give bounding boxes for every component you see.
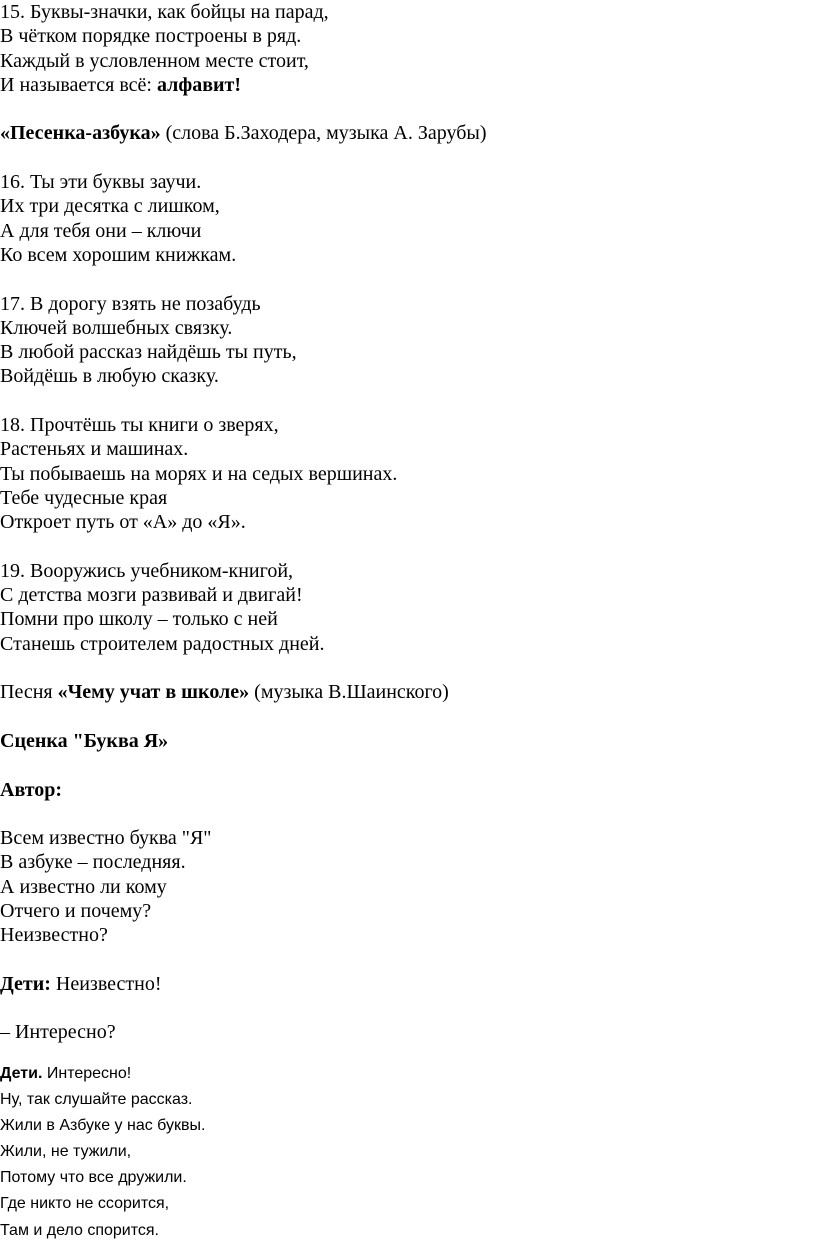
- stanza-line: 19. Вооружись учебником-книгой,: [0, 559, 294, 582]
- speech-line: – Интересно?: [0, 1021, 116, 1044]
- stanza-18: [0, 413, 487, 534]
- song-heading-1: [0, 121, 487, 145]
- stanza-line: 16. Ты эти буквы заучи.: [0, 171, 202, 194]
- stanza-line: Их три десятка с лишком,: [0, 195, 220, 218]
- stanza-line: Войдёшь в любую сказку.: [0, 365, 219, 388]
- stanza-17: [0, 292, 487, 389]
- stanza-line: Ты побываешь на морях и на седых вершинах.: [0, 462, 398, 485]
- story-line: Жили, не тужили,: [0, 1143, 132, 1161]
- stanza-line: Ключей волшебных связку.: [0, 316, 233, 339]
- stanza-line: Растеньях и машинах.: [0, 438, 189, 461]
- children-reply-1: [0, 972, 487, 996]
- stanza-line-prefix: И называется всё:: [0, 73, 157, 96]
- stanza-line: 17. В дорогу взять не позабудь: [0, 292, 261, 315]
- stanza-line: Тебе чудесные края: [0, 486, 168, 509]
- children-reply-text: Интересно!: [42, 1065, 132, 1082]
- serif-text-block: [0, 0, 487, 1045]
- alphabet-bold-word: алфавит!: [157, 73, 242, 96]
- author-speech: [0, 826, 487, 947]
- stanza-line: 18. Прочтёшь ты книги о зверях,: [0, 414, 279, 437]
- song-title: «Песенка-азбука»: [0, 122, 161, 145]
- stanza-16: [0, 170, 487, 267]
- stanza-line: Ко всем хорошим книжкам.: [0, 243, 237, 266]
- stanza-line: С детства мозги развивай и двигай!: [0, 584, 303, 607]
- song-title: «Чему учат в школе»: [57, 681, 250, 704]
- story-line: Потому что все дружили.: [0, 1169, 187, 1187]
- stanza-15: [0, 0, 487, 97]
- speech-line: Всем известно буква "Я": [0, 827, 212, 850]
- author-label: Автор:: [0, 778, 63, 801]
- scene-heading: [0, 729, 487, 753]
- stanza-line: Каждый в условленном месте стоит,: [0, 49, 309, 72]
- song-credits: (слова Б.Заходера, музыка А. Зарубы): [160, 122, 487, 145]
- story-line: Где никто не ссорится,: [0, 1195, 170, 1213]
- scene-title: Сценка "Буква Я»: [0, 729, 169, 752]
- stanza-line: А для тебя они – ключи: [0, 219, 202, 242]
- children-reply-text: Неизвестно!: [50, 972, 162, 995]
- stanza-line: В любой рассказ найдёшь ты путь,: [0, 341, 297, 364]
- question-line: [0, 1020, 487, 1044]
- story-line: Ну, так слушайте рассказ.: [0, 1091, 193, 1109]
- children-reply-2: [0, 1061, 205, 1087]
- stanza-line: В чётком порядке построены в ряд.: [0, 25, 302, 48]
- speech-line: Отчего и почему?: [0, 899, 152, 922]
- speech-line: Неизвестно?: [0, 924, 108, 947]
- song-heading-2: [0, 680, 487, 704]
- story-line: Жили в Азбуке у нас буквы.: [0, 1117, 206, 1135]
- stanza-19: [0, 559, 487, 656]
- author-heading: [0, 778, 487, 802]
- stanza-line: Помни про школу – только с ней: [0, 608, 278, 631]
- speech-line: А известно ли кому: [0, 875, 167, 898]
- story-line: Там и дело спорится.: [0, 1221, 159, 1239]
- song-prefix: Песня: [0, 681, 58, 704]
- children-label: Дети.: [0, 1065, 43, 1082]
- children-label: Дети:: [0, 972, 51, 995]
- stanza-line: Откроет путь от «А» до «Я».: [0, 511, 246, 534]
- speech-line: В азбуке – последняя.: [0, 851, 186, 874]
- stanza-line: [0, 73, 487, 97]
- stanza-line: 15. Буквы-значки, как бойцы на парад,: [0, 1, 329, 23]
- song-credits: (музыка В.Шаинского): [249, 681, 449, 704]
- sans-text-block: [0, 1061, 205, 1244]
- stanza-line: Станешь строителем радостных дней.: [0, 632, 325, 655]
